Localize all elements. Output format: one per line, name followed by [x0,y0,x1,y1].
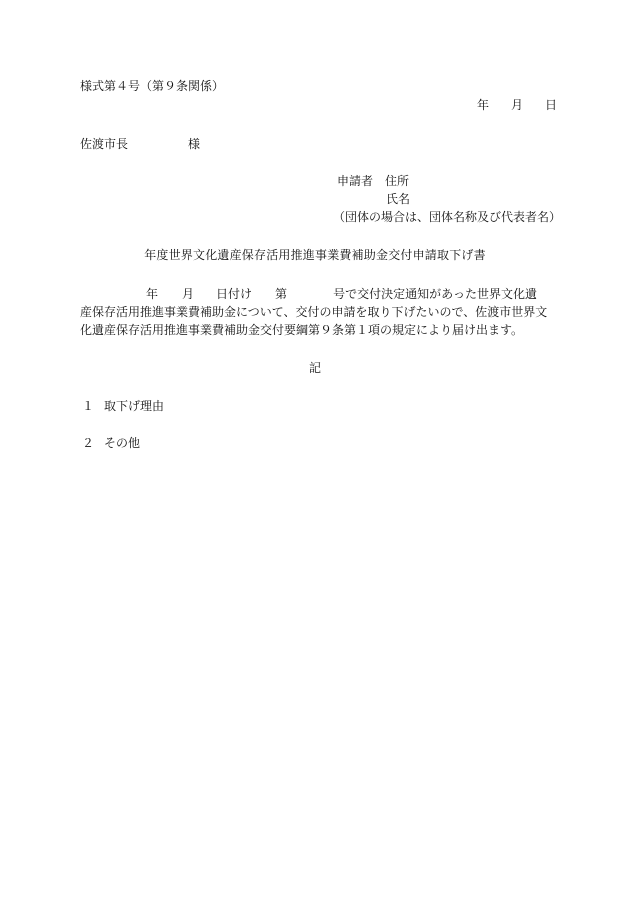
body-line1-tail: 号で交付決定通知があった世界文化遺 [333,287,537,301]
date-month: 月 [510,98,523,112]
applicant-name-label: 氏名 [386,192,411,206]
applicant-note: （団体の場合は、団体名称及び代表者名） [333,210,562,224]
body-year: 年 [146,287,159,301]
body-line-2: 産保存活用推進事業費補助金について、交付の申請を取り下げたいので、佐渡市世界文 [80,305,548,319]
addressee-honorific: 様 [188,137,201,151]
applicant-label: 申請者 [337,174,374,188]
body-line-3: 化遺産保存活用推進事業費補助金交付要綱第９条第１項の規定により届け出ます。 [80,323,524,337]
date-year: 年 [476,98,489,112]
list-item [80,399,164,413]
body-dated: 日付け [216,287,253,301]
form-number: 様式第４号（第９条関係） [80,79,225,93]
date-line [477,98,557,112]
addressee [80,137,200,151]
address-label: 住所 [385,174,410,188]
ki-heading: 記 [308,361,321,375]
applicant-address-line [337,174,409,188]
item-number: ２ [82,436,95,450]
item-number: １ [82,399,95,413]
body-paragraph [80,285,558,339]
item-label: その他 [104,436,141,450]
document-title: 年度世界文化遺産保存活用推進事業費補助金交付申請取下げ書 [144,248,486,262]
list-item [80,436,140,450]
date-day: 日 [544,98,557,112]
item-label: 取下げ理由 [104,399,165,413]
body-month: 月 [182,287,195,301]
addressee-name: 佐渡市長 [80,137,129,151]
body-line-1 [80,285,558,303]
body-dai: 第 [275,287,288,301]
